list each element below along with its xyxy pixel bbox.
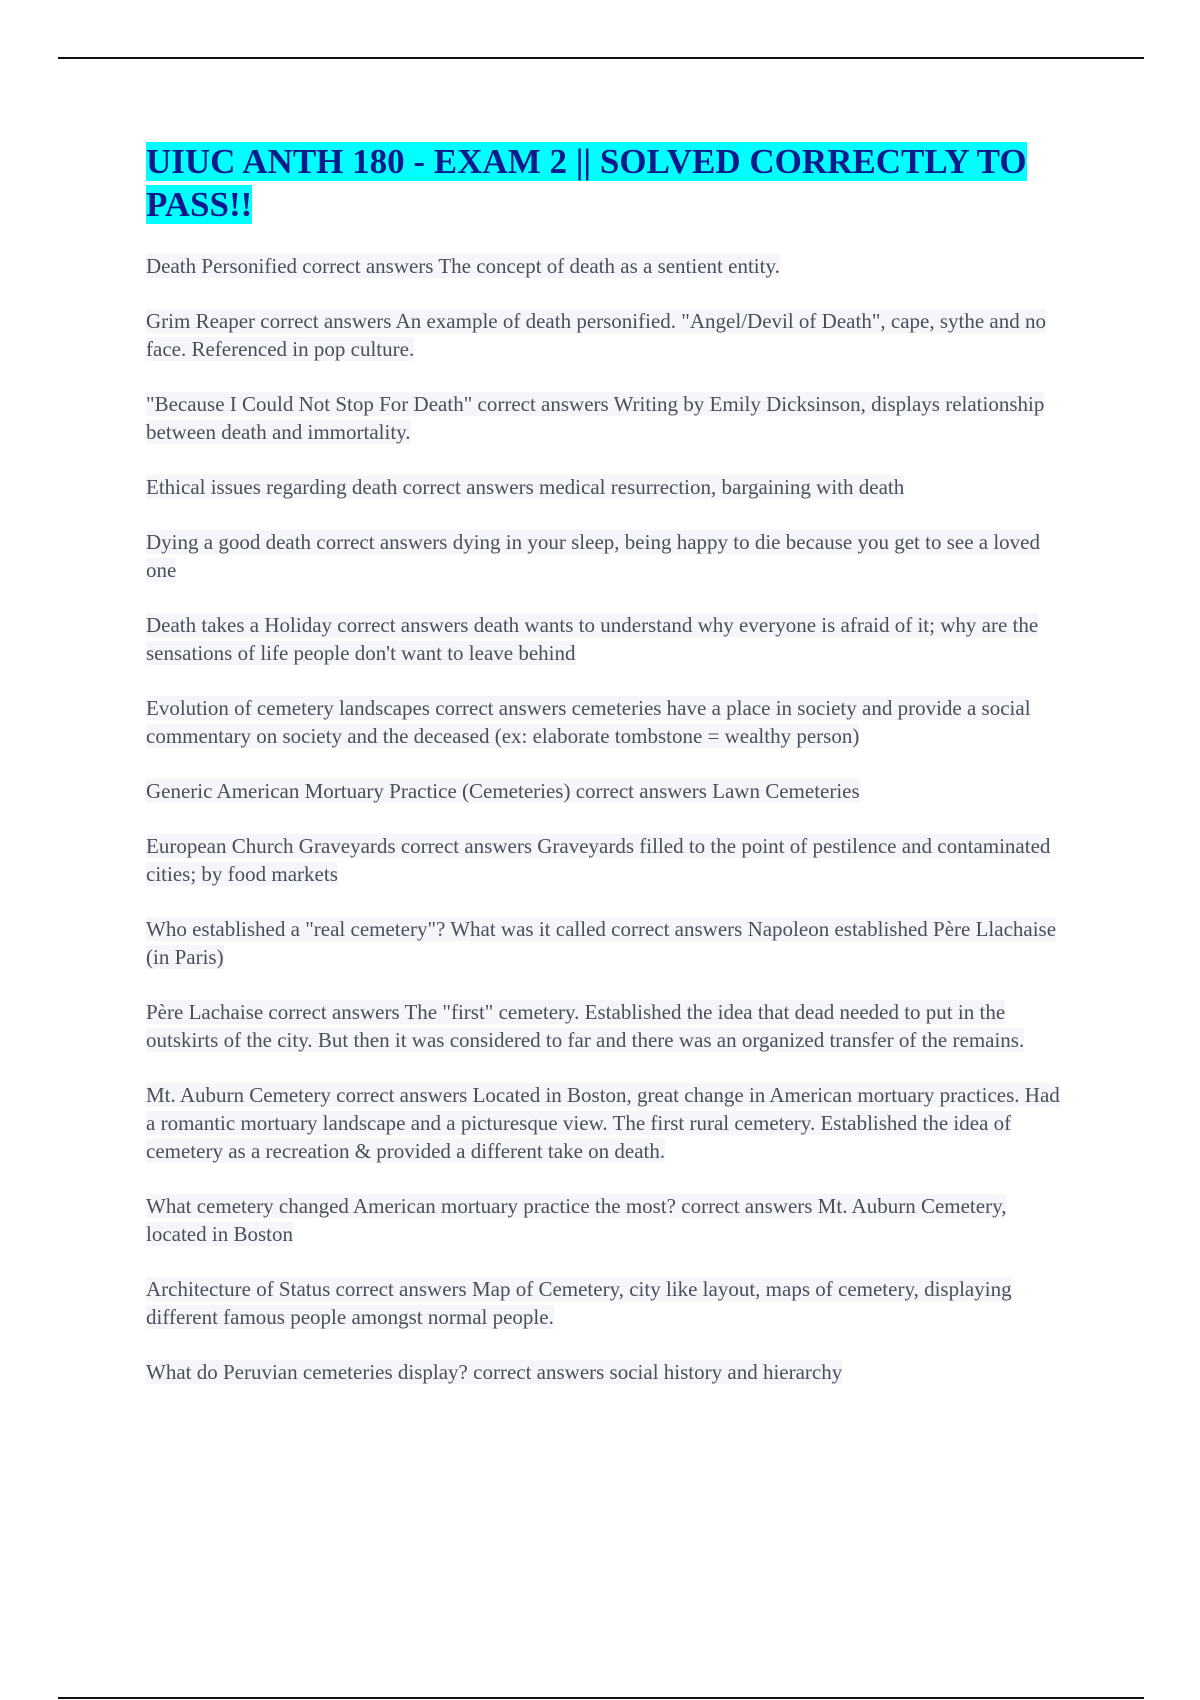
flashcard-entry: Death Personified correct answers The concept of death as a sentient entity.	[146, 254, 780, 278]
flashcard-entry: Mt. Auburn Cemetery correct answers Located in Boston, great change in American mortuary practices. Had a romantic mortuary landscape and a picturesque view. The first rural cemetery. Established the idea of cemetery as a recreation & provided a different take on death.	[146, 1083, 1060, 1163]
flashcard-entry: Generic American Mortuary Practice (Cemeteries) correct answers Lawn Cemeteries	[146, 779, 860, 803]
flashcard-entry: Ethical issues regarding death correct answers medical resurrection, bargaining with death	[146, 475, 905, 499]
flashcard-entry: Dying a good death correct answers dying in your sleep, being happy to die because you get to see a loved one	[146, 530, 1040, 582]
document-title	[146, 140, 1066, 226]
title-highlight: UIUC ANTH 180 - EXAM 2 || SOLVED CORRECTLY TO PASS!!	[146, 142, 1027, 224]
flashcard-entry: Grim Reaper correct answers An example of death personified. "Angel/Devil of Death", cape, sythe and no face. Referenced in pop culture.	[146, 309, 1046, 361]
flashcard-entry: What cemetery changed American mortuary practice the most? correct answers Mt. Auburn Cemetery, located in Boston	[146, 1194, 1007, 1246]
footer-rule	[58, 1697, 1144, 1699]
flashcard-entry: Père Lachaise correct answers The "first" cemetery. Established the idea that dead needed to put in the outskirts of the city. But then it was considered to far and there was an organized transfer of the remains.	[146, 1000, 1025, 1052]
flashcard-entry: Death takes a Holiday correct answers death wants to understand why everyone is afraid of it; why are the sensations of life people don't want to leave behind	[146, 613, 1039, 665]
flashcard-entry: European Church Graveyards correct answers Graveyards filled to the point of pestilence and contaminated cities; by food markets	[146, 834, 1051, 886]
header-rule	[58, 57, 1144, 59]
flashcard-list	[146, 252, 1066, 1386]
flashcard-entry: "Because I Could Not Stop For Death" correct answers Writing by Emily Dicksinson, displays relationship between death and immortality.	[146, 392, 1045, 444]
flashcard-entry: Architecture of Status correct answers Map of Cemetery, city like layout, maps of cemetery, displaying different famous people amongst normal people.	[146, 1277, 1012, 1329]
document-body	[146, 140, 1066, 1413]
flashcard-entry: What do Peruvian cemeteries display? correct answers social history and hierarchy	[146, 1360, 843, 1384]
flashcard-entry: Evolution of cemetery landscapes correct answers cemeteries have a place in society and provide a social commentary on society and the deceased (ex: elaborate tombstone = wealthy person)	[146, 696, 1031, 748]
flashcard-entry: Who established a "real cemetery"? What was it called correct answers Napoleon established Père Llachaise (in Paris)	[146, 917, 1057, 969]
